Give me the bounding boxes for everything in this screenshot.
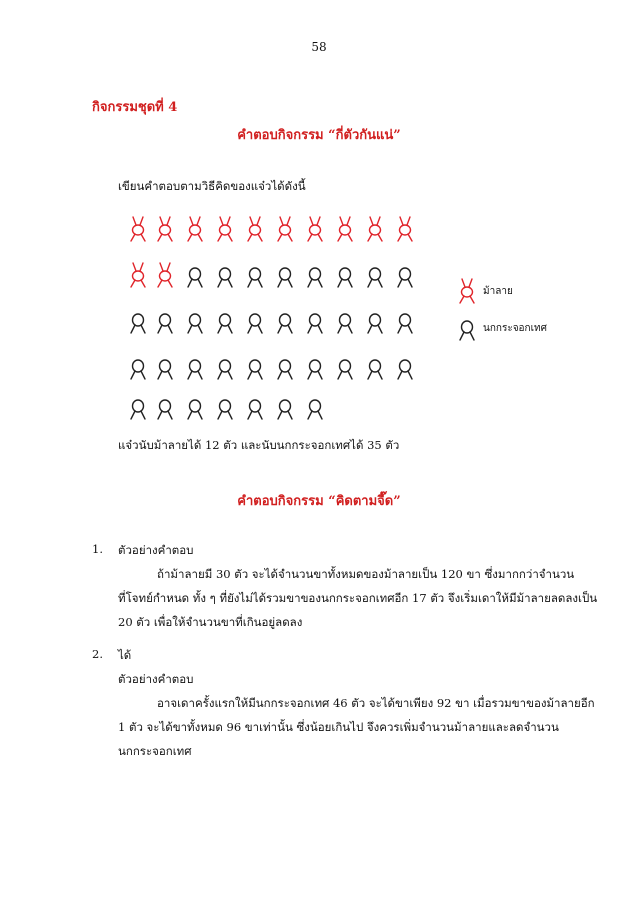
bird-icon bbox=[218, 314, 232, 333]
q2-heading: ตัวอย่างคำตอบ bbox=[118, 672, 194, 686]
bird-icon bbox=[188, 400, 202, 419]
bird-icon bbox=[131, 314, 145, 333]
q2-number: 2. bbox=[92, 647, 103, 661]
bird-icon bbox=[398, 314, 412, 333]
zebra-icon bbox=[460, 279, 474, 303]
bird-icon bbox=[158, 314, 172, 333]
bird-icon bbox=[188, 360, 202, 379]
bird-icon bbox=[398, 268, 412, 287]
bird-icon bbox=[248, 268, 262, 287]
bird-icon bbox=[188, 268, 202, 287]
bird-icon bbox=[308, 360, 322, 379]
bird-icon bbox=[248, 314, 262, 333]
bird-icon bbox=[338, 314, 352, 333]
bird-icon bbox=[278, 360, 292, 379]
bird-icon bbox=[131, 400, 145, 419]
bird-icon bbox=[248, 400, 262, 419]
instruction-text: เขียนคำตอบตามวิธีคิดของแจ๋วได้ดังนี้ bbox=[118, 179, 306, 193]
bird-icon bbox=[398, 360, 412, 379]
zebra-icon bbox=[218, 217, 232, 241]
bird-icon bbox=[338, 268, 352, 287]
zebra-icon bbox=[338, 217, 352, 241]
bird-icon bbox=[308, 268, 322, 287]
q1-number: 1. bbox=[92, 542, 103, 556]
q1-line-2: ที่โจทย์กำหนด ทั้ง ๆ ที่ยังไม่ได้รวมขาของนกกระจอกเทศอีก 17 ตัว จึงเริ่มเดาให้มีม้าลายลดลงเป็น bbox=[118, 591, 598, 605]
section-label: กิจกรรมชุดที่ 4 bbox=[92, 100, 178, 115]
q2-line-1: อาจเดาครั้งแรกให้มีนกกระจอกเทศ 46 ตัว จะได้ขาเพียง 92 ขา เมื่อรวมขาของม้าลายอีก bbox=[157, 696, 595, 710]
bird-icon bbox=[278, 314, 292, 333]
bird-icon bbox=[278, 400, 292, 419]
legend-label-bird: นกกระจอกเทศ bbox=[483, 323, 547, 334]
bird-icon bbox=[248, 360, 262, 379]
zebra-icon bbox=[368, 217, 382, 241]
q2-line-3: นกกระจอกเทศ bbox=[118, 744, 192, 758]
bird-icon bbox=[308, 400, 322, 419]
bird-icon bbox=[460, 321, 474, 340]
q2-line-2: 1 ตัว จะได้ขาทั้งหมด 96 ขาเท่านั้น ซึ่งน้อยเกินไป จึงควรเพิ่มจำนวนม้าลายและลดจำนวน bbox=[118, 720, 559, 734]
legend-label-zebra: ม้าลาย bbox=[483, 286, 513, 297]
bird-icon bbox=[308, 314, 322, 333]
q1-line-1: ถ้าม้าลายมี 30 ตัว จะได้จำนวนขาทั้งหมดของม้าลายเป็น 120 ขา ซึ่งมากกว่าจำนวน bbox=[157, 567, 575, 581]
page-number: 58 bbox=[311, 40, 327, 54]
bird-icon bbox=[218, 268, 232, 287]
zebra-icon bbox=[398, 217, 412, 241]
bird-icon bbox=[218, 360, 232, 379]
bird-icon bbox=[368, 268, 382, 287]
answer-title-1: คำตอบกิจกรรม “กี่ตัวกันแน่” bbox=[237, 128, 401, 143]
zebra-icon bbox=[131, 263, 145, 287]
q1-line-3: 20 ตัว เพื่อให้จำนวนขาที่เกินอยู่ลดลง bbox=[118, 615, 303, 629]
bird-icon bbox=[131, 360, 145, 379]
zebra-icon bbox=[131, 217, 145, 241]
answer-title-2: คำตอบกิจกรรม “คิดตามจี๊ด” bbox=[237, 494, 401, 509]
zebra-icon bbox=[188, 217, 202, 241]
q1-heading: ตัวอย่างคำตอบ bbox=[118, 543, 194, 557]
zebra-icon bbox=[248, 217, 262, 241]
zebra-icon bbox=[158, 263, 172, 287]
zebra-icon bbox=[308, 217, 322, 241]
bird-icon bbox=[188, 314, 202, 333]
bird-icon bbox=[338, 360, 352, 379]
bird-icon bbox=[158, 360, 172, 379]
count-summary: แจ๋วนับม้าลายได้ 12 ตัว และนับนกกระจอกเทศได้ 35 ตัว bbox=[118, 438, 400, 452]
bird-icon bbox=[158, 400, 172, 419]
q2-answer: ได้ bbox=[118, 648, 132, 662]
bird-icon bbox=[368, 360, 382, 379]
bird-icon bbox=[278, 268, 292, 287]
zebra-icon bbox=[158, 217, 172, 241]
zebra-icon bbox=[278, 217, 292, 241]
bird-icon bbox=[368, 314, 382, 333]
bird-icon bbox=[218, 400, 232, 419]
